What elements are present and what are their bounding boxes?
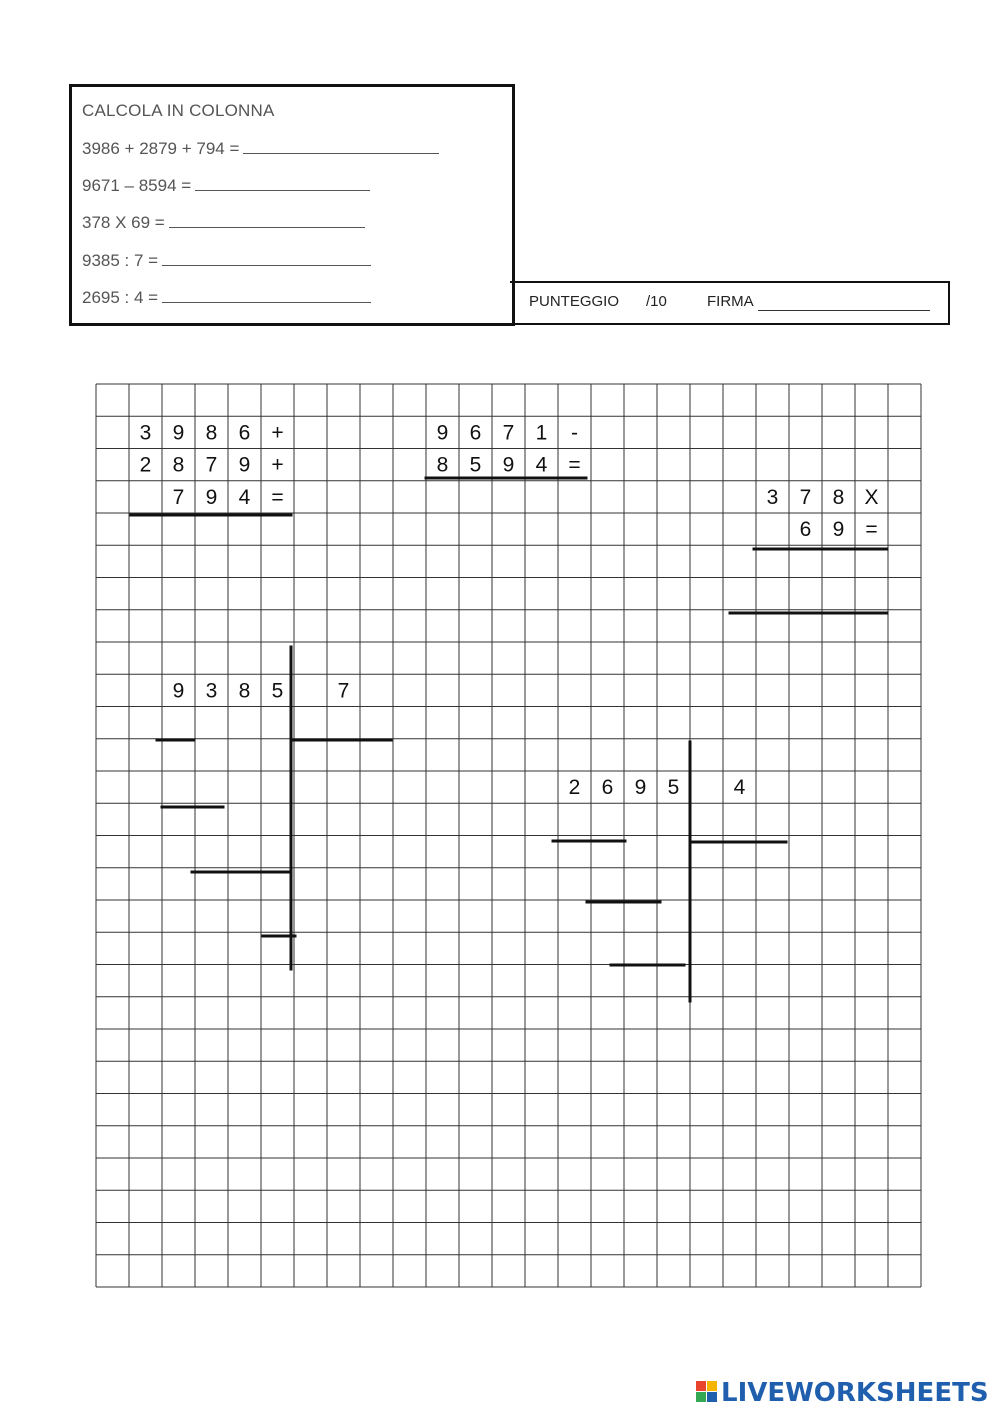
calculation-lines [131, 478, 887, 1001]
exercise-text: 2695 : 4 = [82, 288, 159, 307]
grid-lines [96, 384, 921, 1287]
grid-digit: 9 [205, 485, 218, 509]
answer-blank[interactable] [243, 139, 439, 154]
exercise-line-addition [82, 139, 439, 159]
liveworksheets-logo [696, 1378, 989, 1408]
grid-digit: 4 [238, 485, 251, 509]
logo-mark-icon [696, 1381, 718, 1405]
logo-square-icon [696, 1381, 706, 1391]
exercise-line-subtraction [82, 176, 370, 196]
grid-digit: X [864, 485, 879, 509]
exercise-text: 378 X 69 = [82, 213, 165, 232]
grid-digit: 3 [766, 485, 779, 509]
grid-digit: = [865, 518, 878, 542]
logo-text: LIVEWORKSHEETS [721, 1378, 989, 1408]
logo-square-icon [707, 1381, 717, 1391]
exercise-text: 9385 : 7 = [82, 251, 159, 270]
grid-digit: 2 [568, 776, 581, 800]
grid-digit: 5 [271, 679, 284, 703]
answer-blank[interactable] [195, 176, 370, 191]
grid-digit: 4 [733, 776, 746, 800]
grid-digit: 3 [139, 421, 152, 445]
grid-digit: + [271, 421, 284, 445]
grid-digit: 9 [238, 453, 251, 477]
exercise-title: CALCOLA IN COLONNA [82, 101, 275, 120]
grid-digit: 7 [799, 485, 812, 509]
grid-digit: 8 [832, 485, 845, 509]
logo-square-icon [707, 1392, 717, 1402]
exercise-line-division-2 [82, 288, 371, 308]
signature-label: FIRMA [707, 293, 754, 310]
grid-digit: 7 [205, 453, 218, 477]
answer-blank[interactable] [169, 213, 365, 228]
grid-digit: 4 [535, 453, 548, 477]
score-max: /10 [646, 293, 667, 310]
grid-digit: 8 [205, 421, 218, 445]
score-label: PUNTEGGIO [529, 293, 620, 310]
exercise-line-multiplication [82, 213, 365, 233]
grid-digit: 9 [436, 421, 449, 445]
grid-digit: 8 [238, 679, 251, 703]
grid-digit: - [571, 421, 578, 445]
grid-digit: 7 [337, 679, 350, 703]
exercise-box [69, 84, 515, 326]
grid-digit: 7 [172, 485, 185, 509]
grid-digit: 6 [469, 421, 482, 445]
answer-blank[interactable] [162, 251, 371, 266]
grid-digit: 3 [205, 679, 218, 703]
grid-digit: 5 [469, 453, 482, 477]
grid-digit: 6 [799, 518, 812, 542]
grid-digit: 5 [667, 776, 680, 800]
signature-field[interactable] [758, 310, 930, 311]
logo-square-icon [696, 1392, 706, 1402]
exercise-line-division-1 [82, 251, 371, 271]
grid-digit: 9 [832, 518, 845, 542]
grid-digit: = [568, 453, 581, 477]
grid-digit: 9 [172, 679, 185, 703]
grid-digit: 9 [634, 776, 647, 800]
grid-digit: 1 [535, 421, 548, 445]
grid-digit: 2 [139, 453, 152, 477]
squared-paper-grid [95, 383, 922, 1288]
grid-digit: 9 [172, 421, 185, 445]
grid-digit: 6 [238, 421, 251, 445]
exercise-text: 3986 + 2879 + 794 = [82, 139, 240, 158]
grid-digit: + [271, 453, 284, 477]
answer-blank[interactable] [162, 288, 371, 303]
grid-digit: 7 [502, 421, 515, 445]
grid-digit: 8 [172, 453, 185, 477]
grid-digit: 8 [436, 453, 449, 477]
grid-digit: 9 [502, 453, 515, 477]
score-box [510, 281, 950, 325]
grid-digit: 6 [601, 776, 614, 800]
grid-digit: = [271, 485, 284, 509]
exercise-text: 9671 – 8594 = [82, 176, 192, 195]
